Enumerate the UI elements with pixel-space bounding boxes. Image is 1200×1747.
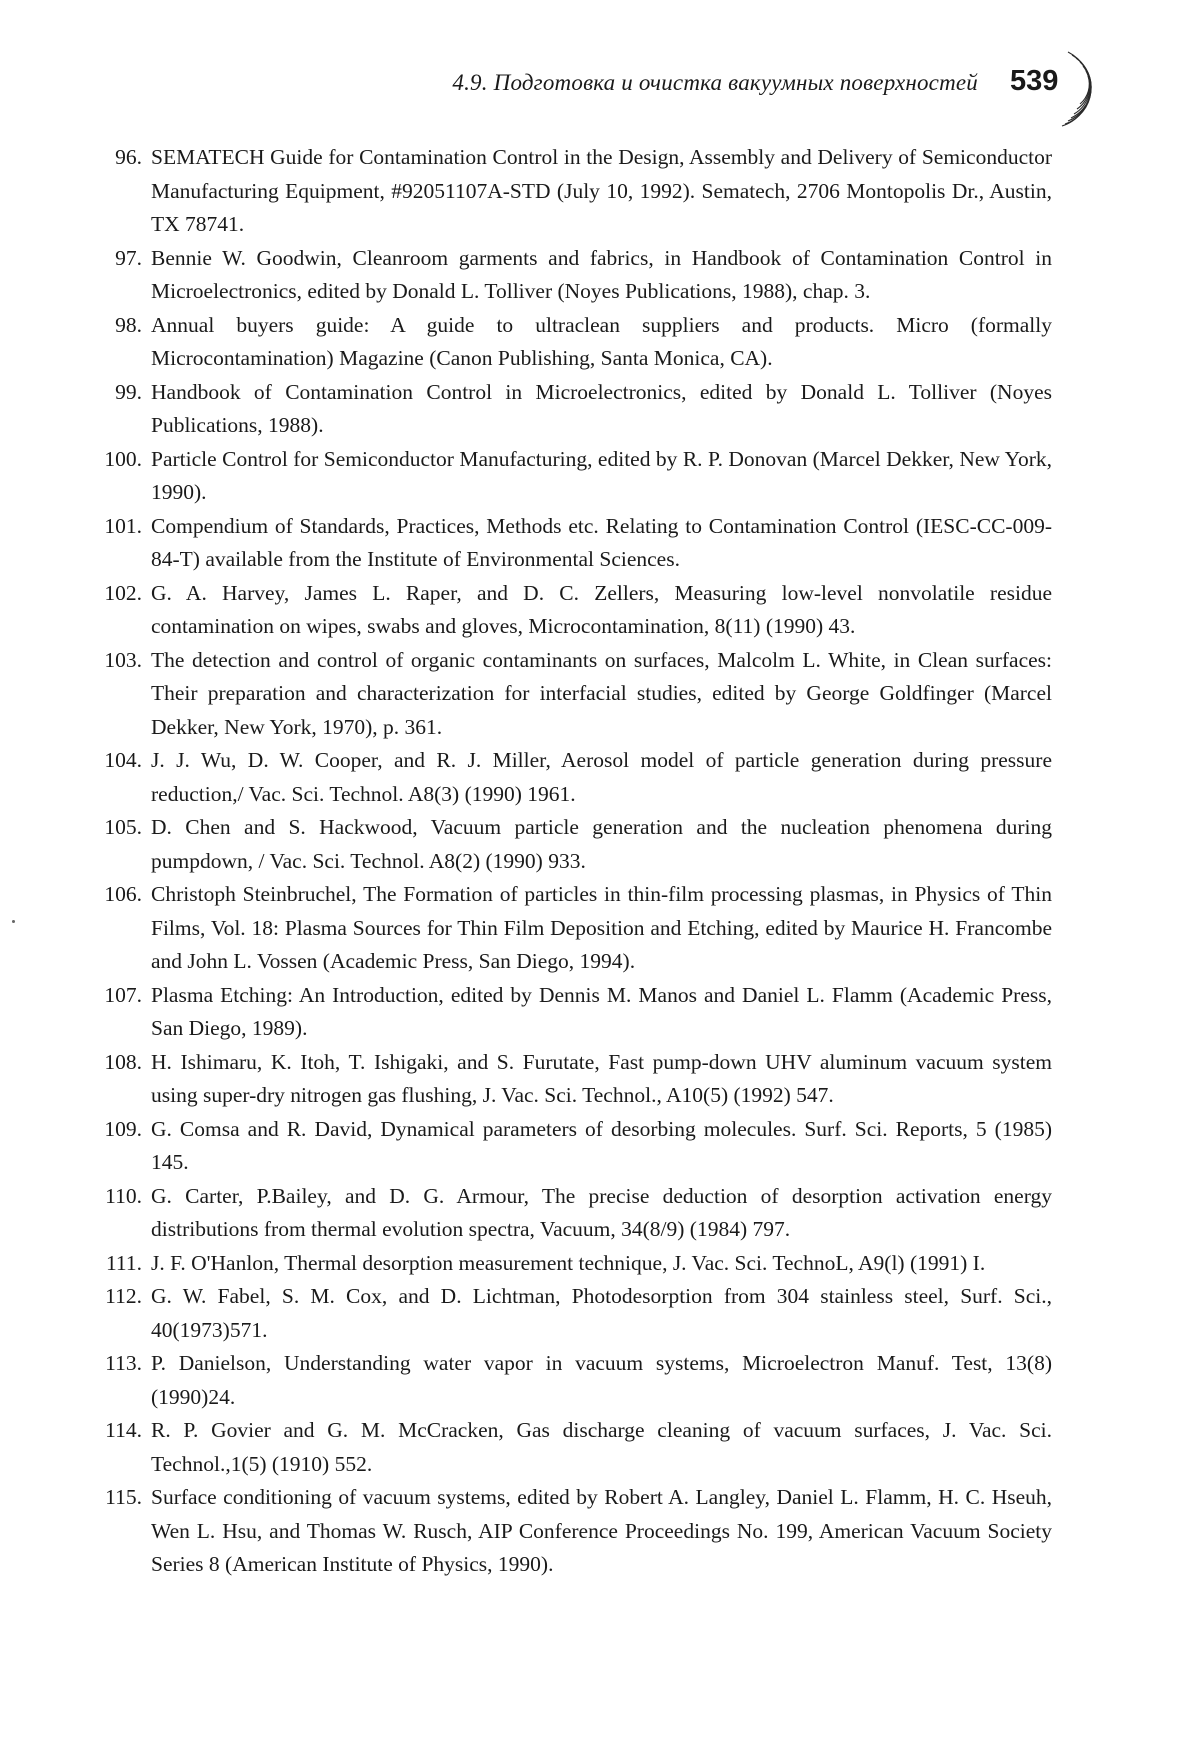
reference-item [96, 577, 1052, 644]
reference-text: Surface conditioning of vacuum systems, edited by Robert A. Langley, Daniel L. Flamm, H. C. Hseuh, Wen L. Hsu, and Thomas W. Rusch, AIP Conference Proceedings No. 199, American Vacuum Society Series 8 (American Institute of Physics, 1990). [151, 1485, 1052, 1576]
reference-item [96, 1046, 1052, 1113]
reference-item [96, 644, 1052, 745]
reference-item [96, 242, 1052, 309]
running-head-title: 4.9. Подготовка и очистка вакуумных поверхностей [452, 70, 978, 95]
reference-item [96, 811, 1052, 878]
reference-item [96, 1280, 1052, 1347]
reference-number: 115. [105, 1485, 142, 1509]
reference-number: 99. [115, 379, 142, 404]
reference-item [96, 1247, 1052, 1281]
reference-text: J. F. O'Hanlon, Thermal desorption measurement technique, J. Vac. Sci. TechnoL, A9(l) (1991) I. [151, 1250, 986, 1275]
reference-number: 100. [104, 446, 142, 471]
reference-text: Particle Control for Semiconductor Manufacturing, edited by R. P. Donovan (Marcel Dekker, New York, 1990). [151, 446, 1052, 504]
reference-text: G. Comsa and R. David, Dynamical parameters of desorbing molecules. Surf. Sci. Reports, 5 (1985) 145. [151, 1116, 1052, 1174]
reference-item [96, 878, 1052, 979]
reference-item [96, 744, 1052, 811]
reference-item [96, 1414, 1052, 1481]
reference-number: 101. [104, 513, 142, 538]
reference-text: Annual buyers guide: A guide to ultraclean suppliers and products. Micro (formally Microcontamination) Magazine (Canon Publishing, Santa Monica, CA). [151, 312, 1052, 370]
reference-text: Bennie W. Goodwin, Cleanroom garments and fabrics, in Handbook of Contamination Control in Microelectronics, edited by Donald L. Tolliver (Noyes Publications, 1988), chap. 3. [151, 245, 1052, 303]
reference-text: Christoph Steinbruchel, The Formation of particles in thin-film processing plasmas, in Physics of Thin Films, Vol. 18: Plasma Sources for Thin Film Deposition and Etching, edited by Maurice H. Francombe and John L. Vossen (Academic Press, San Diego, 1994). [151, 882, 1052, 973]
reference-text: R. P. Govier and G. M. McCracken, Gas discharge cleaning of vacuum surfaces, J. Vac. Sci. Technol.,1(5) (1910) 552. [151, 1418, 1052, 1476]
reference-number: 97. [115, 245, 142, 270]
reference-item [96, 1113, 1052, 1180]
reference-text: H. Ishimaru, K. Itoh, T. Ishigaki, and S. Furutate, Fast pump-down UHV aluminum vacuum system using super-dry nitrogen gas flushing, J. Vac. Sci. Technol., A10(5) (1992) 547. [151, 1049, 1052, 1107]
reference-text: Handbook of Contamination Control in Microelectronics, edited by Donald L. Tolliver (Noyes Publications, 1988). [151, 379, 1052, 437]
reference-number: 106. [104, 882, 142, 906]
reference-number: 103. [104, 647, 142, 672]
reference-number: 109. [104, 1116, 142, 1141]
reference-text: D. Chen and S. Hackwood, Vacuum particle generation and the nucleation phenomena during pumpdown, / Vac. Sci. Technol. A8(2) (1990) 933. [151, 815, 1052, 873]
reference-text: G. A. Harvey, James L. Raper, and D. C. Zellers, Measuring low-level nonvolatile residue contamination on wipes, swabs and gloves, Microcontamination, 8(11) (1990) 43. [151, 580, 1052, 638]
reference-number: 96. [115, 145, 142, 169]
reference-item [96, 1347, 1052, 1414]
reference-text: SEMATECH Guide for Contamination Control in the Design, Assembly and Delivery of Semiconductor Manufacturing Equipment, #92051107A-STD (July 10, 1992). Sematech, 2706 Montopolis Dr., Austin, TX 78741. [151, 145, 1052, 236]
reference-number: 113. [105, 1351, 142, 1375]
reference-number: 105. [104, 815, 142, 839]
reference-text: The detection and control of organic contaminants on surfaces, Malcolm L. White, in Clean surfaces: Their preparation and characterization for interfacial studies, edited by George Goldfinger (Marcel Dekker, New York, 1970), p. 361. [151, 647, 1052, 739]
reference-number: 108. [104, 1049, 142, 1074]
reference-number: 110. [105, 1183, 142, 1208]
running-header [0, 62, 1200, 112]
reference-item [96, 376, 1052, 443]
reference-number: 104. [104, 748, 142, 772]
reference-text: P. Danielson, Understanding water vapor in vacuum systems, Microelectron Manuf. Test, 13(8) (1990)24. [151, 1351, 1052, 1409]
reference-text: Compendium of Standards, Practices, Methods etc. Relating to Contamination Control (IESC-CC-009-84-T) available from the Institute of Environmental Sciences. [151, 513, 1052, 571]
reference-number: 114. [105, 1418, 142, 1442]
reference-text: J. J. Wu, D. W. Cooper, and R. J. Miller, Aerosol model of particle generation during pressure reduction,/ Vac. Sci. Technol. A8(3) (1990) 1961. [151, 748, 1052, 806]
reference-item [96, 309, 1052, 376]
reference-item [96, 141, 1052, 242]
reference-number: 107. [104, 982, 142, 1007]
reference-item [96, 510, 1052, 577]
margin-speck [12, 920, 15, 923]
reference-number: 98. [115, 312, 142, 337]
reference-text: Plasma Etching: An Introduction, edited by Dennis M. Manos and Daniel L. Flamm (Academic Press, San Diego, 1989). [151, 982, 1052, 1040]
reference-text: G. Carter, P.Bailey, and D. G. Armour, The precise deduction of desorption activation energy distributions from thermal evolution spectra, Vacuum, 34(8/9) (1984) 797. [151, 1183, 1052, 1241]
reference-list [96, 141, 1052, 1582]
reference-item [96, 979, 1052, 1046]
reference-number: 112. [105, 1284, 142, 1308]
reference-item [96, 1481, 1052, 1582]
reference-text: G. W. Fabel, S. M. Cox, and D. Lichtman, Photodesorption from 304 stainless steel, Surf. Sci., 40(1973)571. [151, 1284, 1052, 1342]
reference-number: 102. [104, 580, 142, 605]
reference-item [96, 443, 1052, 510]
reference-item [96, 1180, 1052, 1247]
reference-number: 111. [105, 1250, 142, 1275]
page-number: 539 [1010, 65, 1059, 97]
